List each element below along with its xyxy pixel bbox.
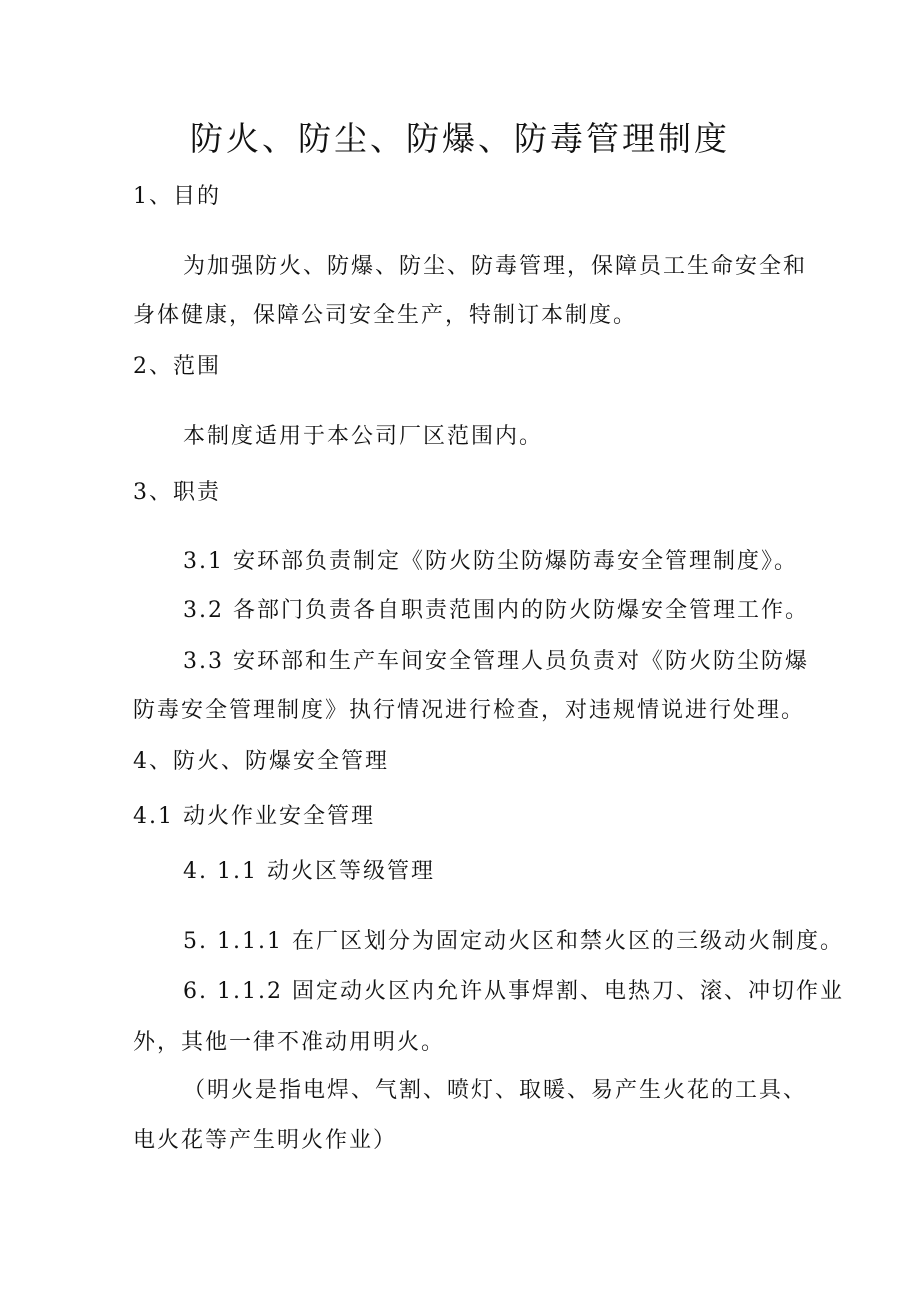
hot-work-rule-1: 5. 1.1.1 在厂区划分为固定动火区和禁火区的三级动火制度。 — [183, 929, 844, 954]
subsection-heading-hot-work: 4.1 动火作业安全管理 — [133, 804, 375, 829]
responsibility-item-3-1: 3.1 安环部负责制定《防火防尘防爆防毒安全管理制度》。 — [183, 549, 798, 574]
hot-work-rule-2-line-2: 外，其他一律不准动用明火。 — [133, 1030, 446, 1055]
scope-text-line-1: 本制度适用于本公司厂区范围内。 — [183, 424, 544, 449]
open-fire-definition-line-1: （明火是指电焊、气割、喷灯、取暖、易产生火花的工具、 — [183, 1078, 808, 1103]
purpose-text-line-1: 为加强防火、防爆、防尘、防毒管理，保障员工生命安全和 — [183, 254, 808, 279]
hot-work-rule-2-line-1: 6. 1.1.2 固定动火区内允许从事焊割、电热刀、滚、冲切作业 — [183, 979, 844, 1004]
responsibility-item-3-2: 3.2 各部门负责各自职责范围内的防火防爆安全管理工作。 — [183, 598, 809, 623]
hot-work-zone-level-heading: 4. 1.1 动火区等级管理 — [183, 859, 435, 884]
section-heading-fire-explosion: 4、防火、防爆安全管理 — [133, 749, 389, 774]
purpose-text-line-2: 身体健康，保障公司安全生产，特制订本制度。 — [133, 303, 638, 328]
section-heading-scope: 2、范围 — [133, 354, 221, 379]
responsibility-item-3-3-line-1: 3.3 安环部和生产车间安全管理人员负责对《防火防尘防爆 — [183, 649, 809, 674]
section-heading-purpose: 1、目的 — [133, 184, 221, 209]
open-fire-definition-line-2: 电火花等产生明火作业） — [133, 1128, 398, 1153]
section-heading-responsibility: 3、职责 — [133, 480, 221, 505]
document-title: 防火、防尘、防爆、防毒管理制度 — [190, 119, 730, 158]
responsibility-item-3-3-line-2: 防毒安全管理制度》执行情况进行检查，对违规情说进行处理。 — [133, 698, 806, 723]
